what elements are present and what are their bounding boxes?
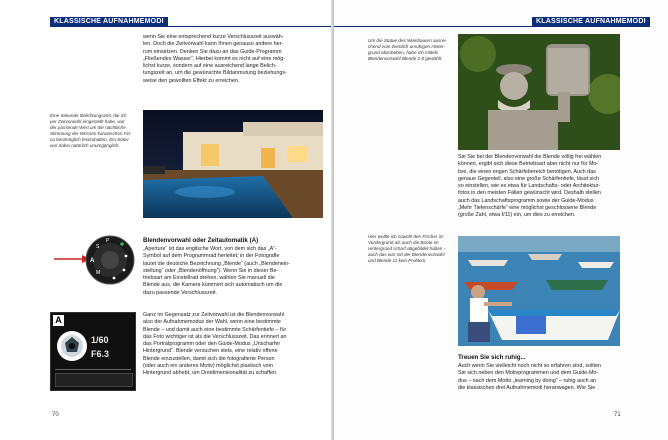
right-page bbox=[334, 0, 668, 440]
fisherman-boats-photo bbox=[458, 236, 620, 346]
text-line: rum einsetzen. Denken Sie dazu an das Guide-Programm bbox=[143, 48, 282, 55]
caption-line: Blendenvorwahl Blende 2.8 gewählt. bbox=[368, 56, 443, 62]
text-line: Symbol auf dem Programmrad herleitet; in der Fotografie bbox=[143, 253, 280, 260]
text-line: weise den gewollten Effekt zu erreichen. bbox=[143, 77, 240, 84]
svg-text:S: S bbox=[96, 244, 100, 250]
text-line: das Foto wichtiger ist als die Verschlusszeit. Das erinnert an bbox=[143, 333, 287, 340]
night-villa-photo bbox=[143, 110, 323, 218]
aperture-priority-heading: Blendenvorwahl oder Zeitautomatik (A) bbox=[143, 237, 259, 244]
caption-line: grund abzuheben, habe ich mittels bbox=[368, 50, 439, 56]
night-villa-illustration bbox=[143, 110, 323, 218]
mode-dial-graphic bbox=[52, 228, 136, 294]
text-line: (oder auch ein anderes Motiv) möglichst plastisch vom bbox=[143, 363, 274, 370]
lcd-mode-indicator: A bbox=[53, 315, 64, 326]
closing-text bbox=[458, 363, 622, 392]
aperture-blades-icon bbox=[55, 329, 89, 363]
svg-text:P: P bbox=[106, 238, 110, 244]
text-line: tive, die einen engen Schärfebereich benötigen. Auch das bbox=[458, 168, 596, 175]
text-line: Sie Sie bei der Blendenvorwahl die Blende völlig frei wählen bbox=[458, 154, 602, 160]
text-line: fotos in den meisten Fällen gewünscht wird. Deshalb stellen bbox=[458, 190, 601, 197]
text-line: „Mehr Tiefenschärfe“ eine möglichst geschlossene Blende bbox=[458, 205, 597, 212]
caption-line: der passende Wert um die nächtliche bbox=[50, 125, 126, 131]
text-line: „Fließendes Wasser“. Hierbei kommt es nicht auf eine mög- bbox=[143, 55, 286, 62]
left-header-rule bbox=[50, 26, 334, 27]
night-photo-caption bbox=[50, 113, 136, 150]
caption-line: auch das war mit der Blendenvorwahl bbox=[368, 252, 445, 258]
text-line: Blende aus, die Kamera kümmert sich automatisch um die bbox=[143, 282, 283, 289]
text-line: Blende einzustellen, damit sich die fotografierte Person bbox=[143, 355, 275, 362]
caption-line: ca bestmöglich festzuhalten. Ein Stativ bbox=[50, 137, 129, 143]
caption-line: und Blende 11 kein Problem. bbox=[368, 258, 427, 264]
text-line: Auch wenn Sie vielleicht noch nicht so erfahren sind, sollten bbox=[458, 363, 601, 369]
text-line: also der Aufnahmemodus der Wahl, wenn eine bestimmte bbox=[143, 319, 281, 326]
text-line: (große Zahl, etwa f/11) ein, um dies zu erreichen. bbox=[458, 212, 576, 219]
text-line: Hintergrund“. Blende versuchen stets, eine relativ offene bbox=[143, 348, 278, 355]
text-line: dazu passende Verschlusszeit. bbox=[143, 289, 218, 296]
caption-line: war dabei natürlich unumgänglich. bbox=[50, 143, 120, 149]
left-page-number: 70 bbox=[52, 412, 59, 418]
aperture-priority-text-2 bbox=[143, 312, 323, 378]
text-line: lichst kurze, sondern auf eine ausreichend lange Belich- bbox=[143, 63, 277, 70]
statue-photo bbox=[458, 34, 620, 150]
text-line: Hintergrund abhebt, um Dreidimensionalität zu schaffen. bbox=[143, 370, 278, 377]
text-line: Blende – und damit auch eine bestimmte Schärfentiefe – für bbox=[143, 326, 287, 333]
caption-line: Hier wollte ich sowohl den Fischer im bbox=[368, 234, 444, 239]
statue-illustration bbox=[458, 34, 620, 150]
text-line: genaue Gegenteil, also eine große Schärfentiefe, lässt sich bbox=[458, 175, 600, 182]
text-line: triebsart am Einstellrad drehen, wählen Sie manuell die bbox=[143, 275, 275, 282]
text-line: dus – nach dem Motto „learning by doing“ – ruhig auch an bbox=[458, 377, 597, 384]
right-header-tab: KLASSISCHE AUFNAHMEMODI bbox=[532, 17, 650, 27]
aperture-priority-text bbox=[143, 246, 323, 297]
caption-line: Vordergrund als auch die Boote im bbox=[368, 240, 439, 246]
text-line: auch das Landschaftsprogramm sowie der Guide-Modus bbox=[458, 197, 594, 204]
caption-line: Stimmung der Wessen kanarischen Fin- bbox=[50, 131, 132, 137]
text-line: lautet die deutsche Bezeichnung „Blende“ (auch „Blendenein- bbox=[143, 260, 290, 267]
camera-lcd-panel bbox=[50, 312, 136, 391]
text-line: können, ergibt sich diese Betriebsart aber nicht nur für Mo- bbox=[458, 161, 599, 168]
caption-line: Hintergrund scharf abgebildet haben – bbox=[368, 246, 447, 252]
left-intro-text bbox=[143, 34, 323, 85]
right-intro-text bbox=[458, 154, 622, 220]
text-line: so einstellen, wie es etwa für Landschafts- oder Architektur- bbox=[458, 183, 601, 190]
text-line: Sie sich neben den Motivprogrammen und dem Guide-Mo- bbox=[458, 370, 599, 377]
svg-text:A: A bbox=[90, 258, 95, 264]
caption-line: Eine Sekunde Belichtungszeit, die ich bbox=[50, 113, 127, 118]
lcd-divider bbox=[55, 369, 131, 370]
text-line: die klassischen drei Aufnahmemodi heranwagen. Wie Sie bbox=[458, 384, 596, 391]
text-line: tungszeit an, um die gewünschte Bildanmutung beziehungs- bbox=[143, 70, 287, 77]
caption-line: per Zeitvorwahl eingestellt habe, war bbox=[50, 119, 125, 125]
statue-photo-caption bbox=[368, 38, 452, 62]
right-page-number: 71 bbox=[614, 412, 621, 418]
boats-illustration bbox=[458, 236, 620, 346]
caption-line: chend vom ziemlich unruhigen Hinter- bbox=[368, 44, 446, 50]
text-line: das Porträtprogramm oder den Guide-Modus „Unscharfer bbox=[143, 341, 281, 348]
text-line: Ganz im Gegensatz zur Zeitvorwahl ist die Blendenvorwahl bbox=[143, 312, 285, 318]
svg-text:M: M bbox=[96, 270, 101, 276]
caption-line: Um die Statue des Weinbauern ausrei- bbox=[368, 38, 448, 43]
closing-heading: Treuen Sie sich ruhig... bbox=[458, 354, 526, 361]
text-line: „Aperture“ ist das englische Wort, von dem sich das „A“- bbox=[143, 246, 277, 252]
text-line: len. Doch die Zeitvorwahl kann Ihnen genauso andere her- bbox=[143, 41, 284, 48]
left-header-tab: KLASSISCHE AUFNAHMEMODI bbox=[50, 17, 168, 27]
lcd-aperture-value: F6.3 bbox=[91, 349, 110, 359]
text-line: wenn Sie eine entsprechend kurze Verschlusszeit auswäh- bbox=[143, 34, 284, 40]
lcd-info-bar bbox=[55, 373, 133, 387]
boat-photo-caption bbox=[368, 234, 452, 264]
lcd-shutter-speed: 1/60 bbox=[91, 335, 109, 345]
text-line: stellung“ oder „Blendenöffnung“). Wenn Sie in dieser Be- bbox=[143, 267, 279, 274]
